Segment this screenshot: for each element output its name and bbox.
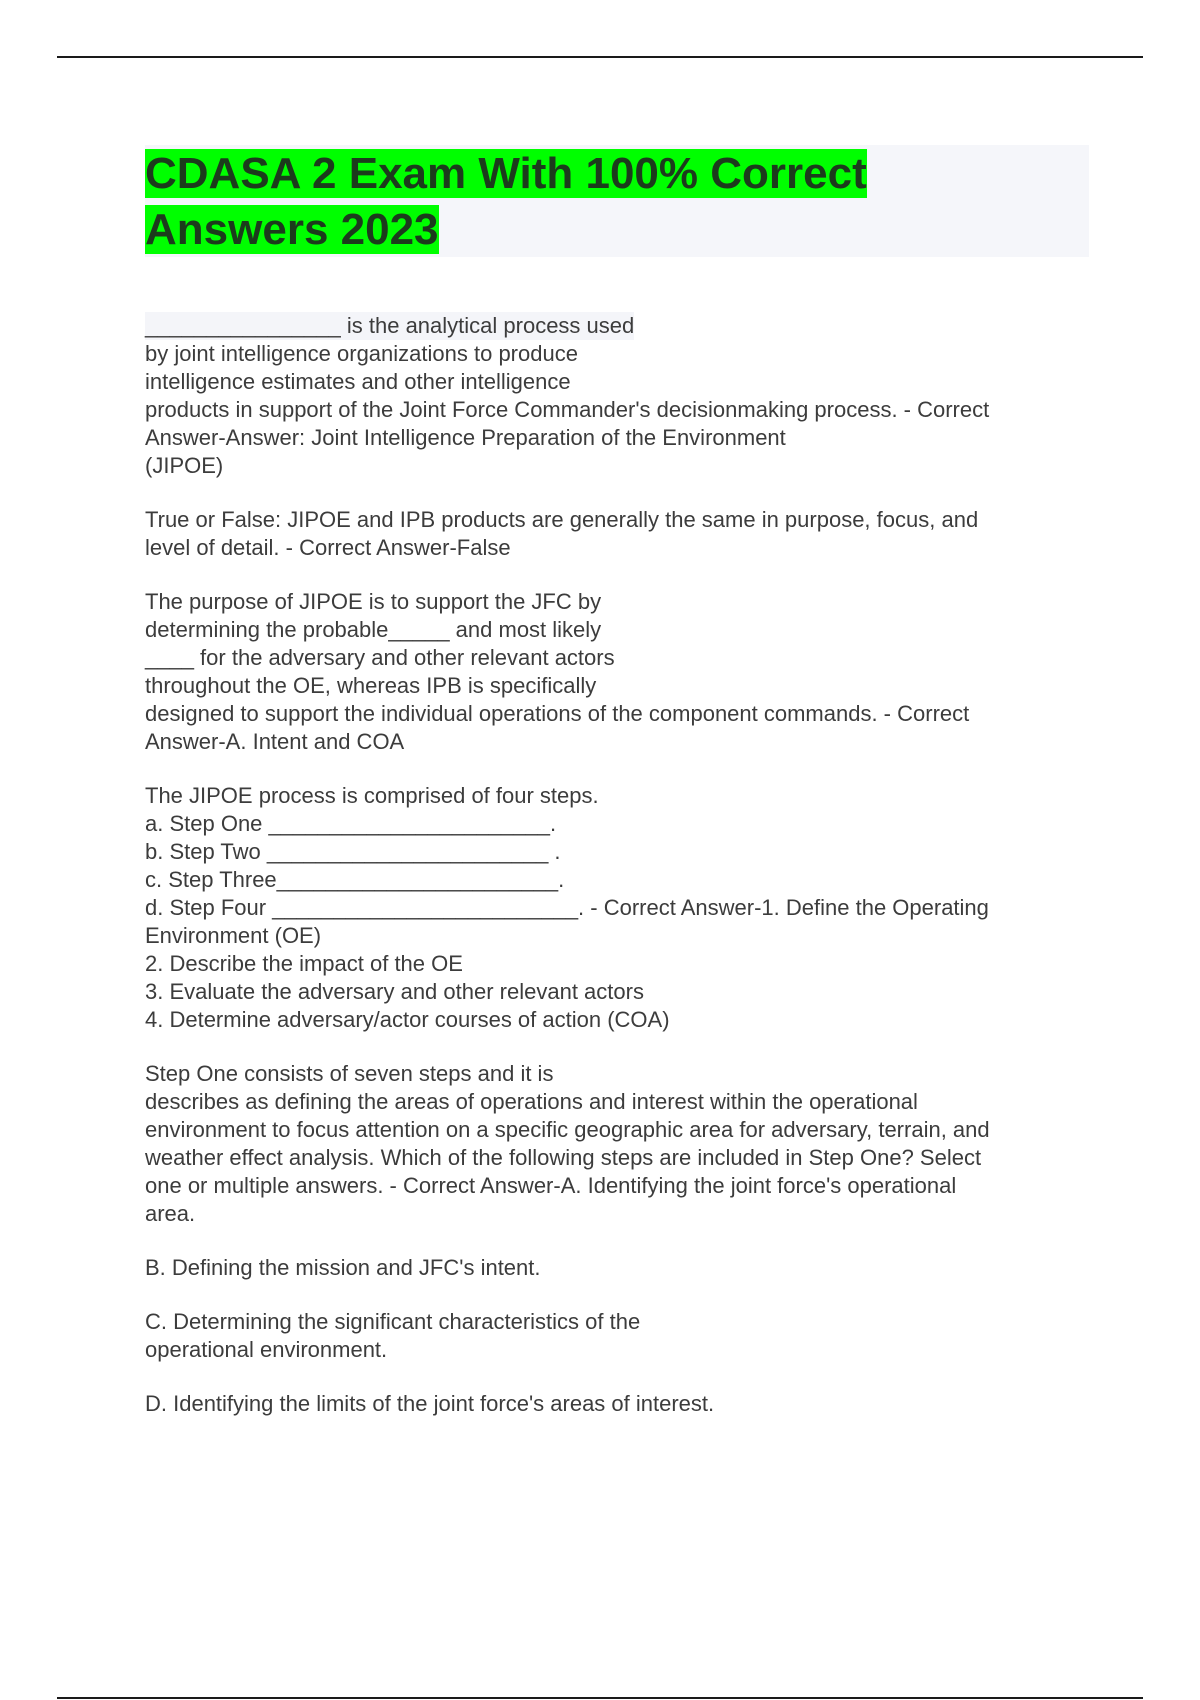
- text-line: ____ for the adversary and other relevant actors: [145, 645, 615, 670]
- text-line: products in support of the Joint Force Commander's decisionmaking process. - Correct: [145, 397, 990, 422]
- header-rule: [57, 56, 1143, 58]
- text-line: describes as defining the areas of operations and interest within the operational: [145, 1089, 918, 1114]
- text-line: a. Step One _______________________.: [145, 811, 557, 836]
- text-line: 3. Evaluate the adversary and other relevant actors: [145, 979, 644, 1004]
- text-line: d. Step Four _________________________. - Correct Answer-1. Define the Operating: [145, 895, 989, 920]
- document-body: [145, 312, 1085, 1444]
- page-title: [145, 146, 867, 258]
- question-true-false: [145, 506, 1085, 562]
- text-line: level of detail. - Correct Answer-False: [145, 535, 511, 560]
- text-line: The JIPOE process is comprised of four steps.: [145, 783, 599, 808]
- text-line: D. Identifying the limits of the joint force's areas of interest.: [145, 1391, 715, 1416]
- answer-option-c: [145, 1308, 1085, 1364]
- text-line: throughout the OE, whereas IPB is specifically: [145, 673, 597, 698]
- question-step-one: [145, 1060, 1085, 1228]
- text-line: designed to support the individual operations of the component commands. - Correct: [145, 701, 970, 726]
- text-line: (JIPOE): [145, 453, 224, 478]
- text-line: area.: [145, 1201, 196, 1226]
- text-line: intelligence estimates and other intelligence: [145, 369, 571, 394]
- question-jipoe-steps: [145, 782, 1085, 1034]
- text-line: operational environment.: [145, 1337, 388, 1362]
- title-line-1: CDASA 2 Exam With 100% Correct: [145, 149, 867, 198]
- title-line-2: Answers 2023: [145, 205, 439, 254]
- question-jipoe-definition: [145, 312, 1085, 480]
- text-line: 4. Determine adversary/actor courses of action (COA): [145, 1007, 670, 1032]
- answer-option-b: [145, 1254, 1085, 1282]
- text-line: C. Determining the significant characteristics of the: [145, 1309, 641, 1334]
- footer-rule: [57, 1697, 1143, 1699]
- text-line: b. Step Two _______________________ .: [145, 839, 561, 864]
- text-line: by joint intelligence organizations to produce: [145, 341, 578, 366]
- text-line: weather effect analysis. Which of the following steps are included in Step One? Select: [145, 1145, 982, 1170]
- text-line: ________________ is the analytical process used: [145, 313, 635, 338]
- text-line: The purpose of JIPOE is to support the JFC by: [145, 589, 602, 614]
- question-jipoe-purpose: [145, 588, 1085, 756]
- answer-option-d: [145, 1390, 1085, 1418]
- text-line: 2. Describe the impact of the OE: [145, 951, 463, 976]
- text-line: determining the probable_____ and most likely: [145, 617, 602, 642]
- text-line: True or False: JIPOE and IPB products are generally the same in purpose, focus, and: [145, 507, 979, 532]
- text-line: one or multiple answers. - Correct Answer-A. Identifying the joint force's operational: [145, 1173, 957, 1198]
- text-line: Step One consists of seven steps and it is: [145, 1061, 554, 1086]
- text-line: environment to focus attention on a specific geographic area for adversary, terrain, and: [145, 1117, 990, 1142]
- text-line: B. Defining the mission and JFC's intent.: [145, 1255, 541, 1280]
- text-line: Answer-Answer: Joint Intelligence Preparation of the Environment: [145, 425, 786, 450]
- text-line: Environment (OE): [145, 923, 322, 948]
- text-line: c. Step Three_______________________.: [145, 867, 565, 892]
- text-line: Answer-A. Intent and COA: [145, 729, 405, 754]
